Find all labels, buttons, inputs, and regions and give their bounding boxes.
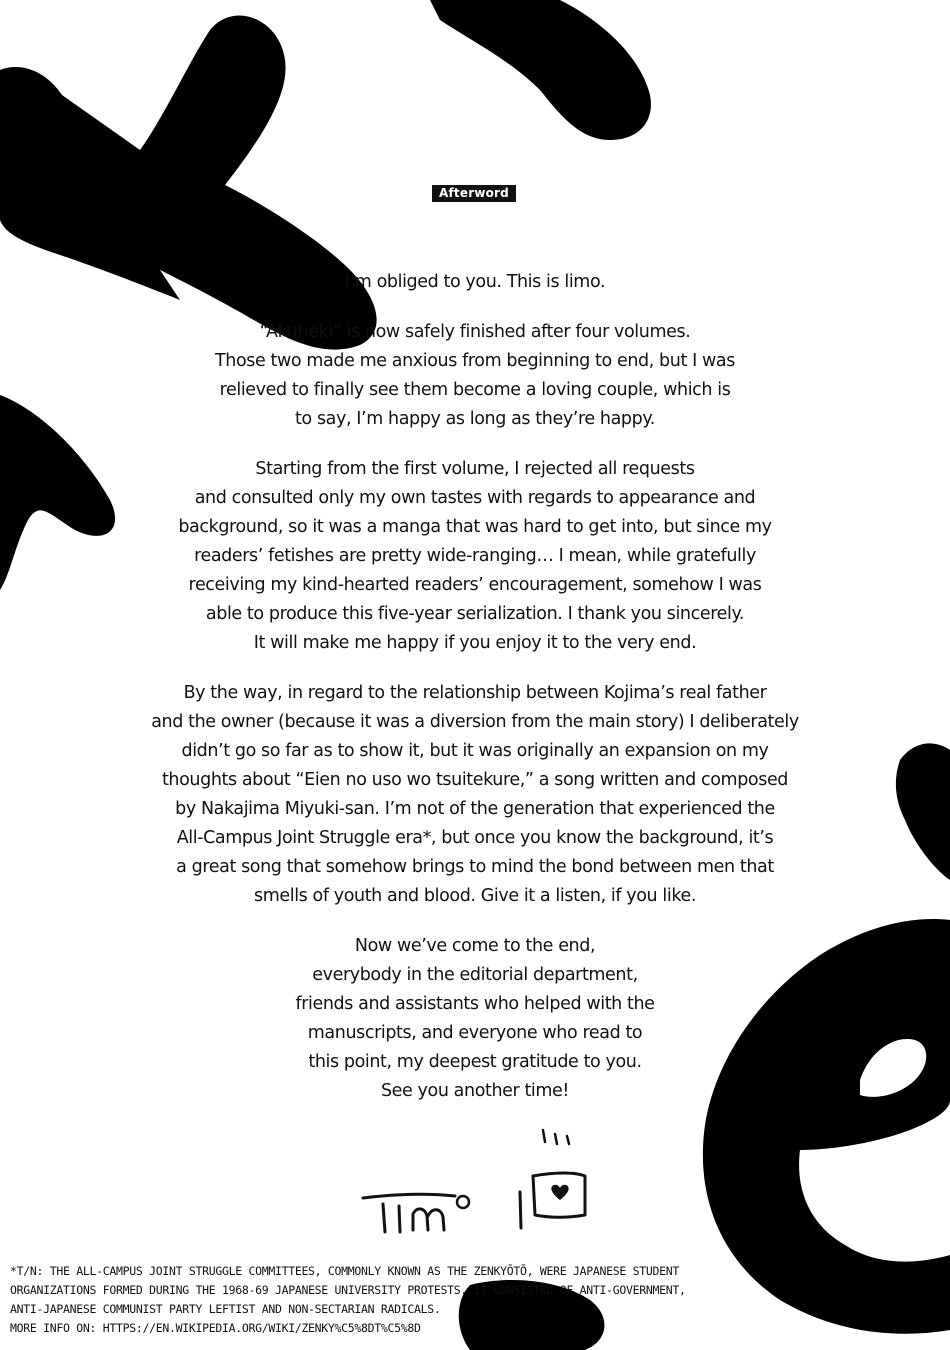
text-line: Starting from the first volume, I rejected all requests [255, 459, 695, 479]
footnote-line: MORE INFO ON: HTTPS://EN.WIKIPEDIA.ORG/WIKI/ZENKY%C5%8DT%C5%8D [10, 1321, 421, 1335]
text-line: Now we’ve come to the end, [354, 936, 596, 956]
signature-stroke [363, 1194, 455, 1198]
paragraph [140, 932, 810, 1106]
text-line: smells of youth and blood. Give it a listen, if you like. [254, 886, 696, 906]
paragraph [140, 455, 810, 658]
footnote-line: *T/N: THE ALL-CAMPUS JOINT STRUGGLE COMMITTEES, COMMONLY KNOWN AS THE ZENKYŌTŌ, WERE JAPANESE STUDENT [10, 1264, 679, 1278]
text-line: readers’ fetishes are pretty wide-ranging… I mean, while gratefully [194, 546, 756, 566]
text-line: friends and assistants who helped with the [295, 994, 655, 1014]
text-line: manuscripts, and everyone who read to [307, 1023, 643, 1043]
signature-stroke [383, 1204, 400, 1232]
signature-stroke [413, 1209, 444, 1230]
paragraph [140, 268, 810, 297]
text-line: I’m obliged to you. This is limo. [344, 272, 606, 292]
afterword-body [140, 268, 810, 1127]
text-line: All-Campus Joint Struggle era*, but once you know the background, it’s [176, 828, 774, 848]
text-line: By the way, in regard to the relationship between Kojima’s real father [183, 683, 767, 703]
text-line: and consulted only my own tastes with regards to appearance and [194, 488, 756, 508]
text-line: relieved to finally see them become a loving couple, which is [219, 380, 731, 400]
text-line: by Nakajima Miyuki-san. I’m not of the generation that experienced the [175, 799, 775, 819]
text-line: to say, I’m happy as long as they’re happy. [295, 409, 655, 429]
signature-stroke [457, 1196, 469, 1208]
afterword-heading: Afterword [432, 185, 516, 202]
signature-ticks [543, 1130, 569, 1144]
text-line: It will make me happy if you enjoy it to the very end. [253, 633, 697, 653]
footnote-line: ANTI-JAPANESE COMMUNIST PARTY LEFTIST AND NON-SECTARIAN RADICALS. [10, 1302, 441, 1316]
text-line: didn’t go so far as to show it, but it was originally an expansion on my [181, 741, 769, 761]
translator-footnote [10, 1262, 948, 1338]
text-line: See you another time! [380, 1081, 570, 1101]
text-line: able to produce this five-year serialization. I thank you sincerely. [205, 604, 745, 624]
text-line: receiving my kind-hearted readers’ encouragement, somehow I was [188, 575, 762, 595]
text-line: thoughts about “Eien no uso wo tsuitekure,” a song written and composed [161, 770, 789, 790]
heart-icon [551, 1185, 568, 1200]
text-line: “Akuheki” is now safely finished after four volumes. [259, 322, 691, 342]
signature-stroke [520, 1192, 521, 1228]
paragraph [140, 679, 810, 911]
text-line: Those two made me anxious from beginning to end, but I was [215, 351, 735, 371]
text-line: and the owner (because it was a diversion from the main story) I deliberately [151, 712, 799, 732]
text-line: this point, my deepest gratitude to you. [308, 1052, 642, 1072]
author-signature [355, 1120, 595, 1240]
text-line: everybody in the editorial department, [312, 965, 638, 985]
footnote-line: ORGANIZATIONS FORMED DURING THE 1968-69 JAPANESE UNIVERSITY PROTESTS. IT CONSISTED OF ANTI-GOVERNMENT, [10, 1283, 686, 1297]
text-line: background, so it was a manga that was hard to get into, but since my [178, 517, 772, 537]
paragraph [140, 318, 810, 434]
text-line: a great song that somehow brings to mind the bond between men that [176, 857, 774, 877]
